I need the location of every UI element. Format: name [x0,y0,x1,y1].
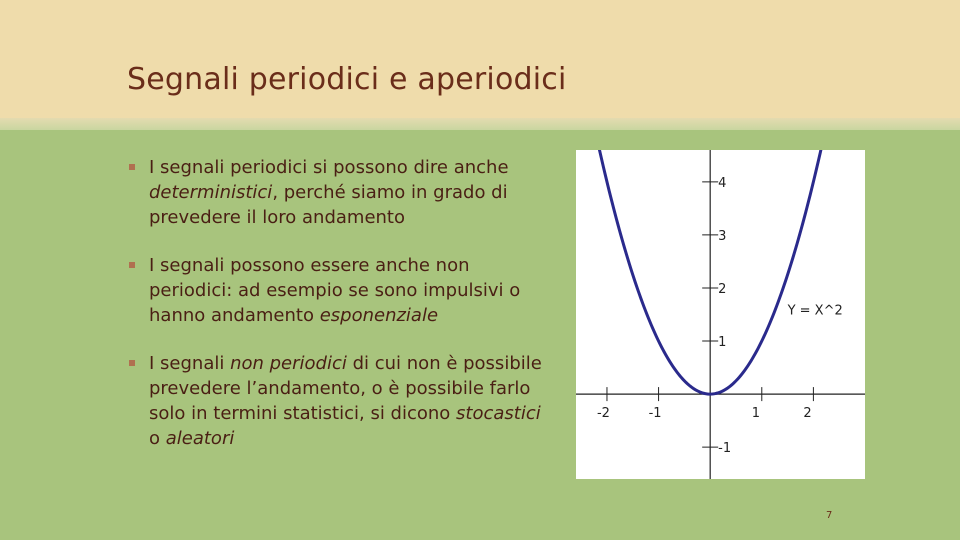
y-tick-label: -1 [718,441,732,457]
bullet-item [127,155,557,230]
y-tick-label: 3 [718,228,727,244]
bullet-list [127,155,557,474]
parabola-graph [576,150,865,479]
bullet-marker [129,262,135,268]
y-tick-label: 4 [718,175,727,191]
bullet-text-part: I segnali periodici si possono dire anche [149,157,509,178]
x-tick-label: -1 [648,406,662,422]
bullet-text-part: , perché siamo in grado di prevedere il loro andamento [149,182,508,228]
bullet-item [127,351,557,451]
bullet-text-part: o [149,428,166,449]
y-ticks [702,176,731,456]
bullet-text-part: aleatori [165,428,235,449]
page-number: 7 [826,510,833,521]
bullet-marker [129,360,135,366]
x-tick-label: 2 [803,406,812,422]
curve-annotation: Y = X^2 [787,303,843,319]
y-tick-label: 2 [718,281,727,297]
bullet-text-part: esponenziale [319,305,439,326]
bullet-text-part: I segnali [149,353,231,374]
x-tick-label: -2 [596,406,610,422]
bullet-text-part: I segnali possono essere anche non periodici: ad esempio se sono impulsivi o hanno andamento [149,255,521,326]
bullet-text [149,253,557,328]
graph-svg [576,150,865,479]
title-banner [0,0,960,118]
bullet-text-part: non periodici [230,353,347,374]
bullet-text-part: deterministici [149,182,273,203]
bullet-text-part: stocastici [456,403,541,424]
slide-title: Segnali periodici e aperiodici [127,62,567,97]
bullet-marker [129,164,135,170]
y-tick-label: 1 [718,335,727,351]
x-tick-label: 1 [751,406,761,422]
bullet-text-part: di cui non è possibile prevedere l’andamento, o è possibile farlo solo in termini statistici, si dicono [149,353,542,424]
bullet-text [149,351,557,451]
banner-edge [0,118,960,130]
bullet-text [149,155,557,230]
bullet-item [127,253,557,328]
